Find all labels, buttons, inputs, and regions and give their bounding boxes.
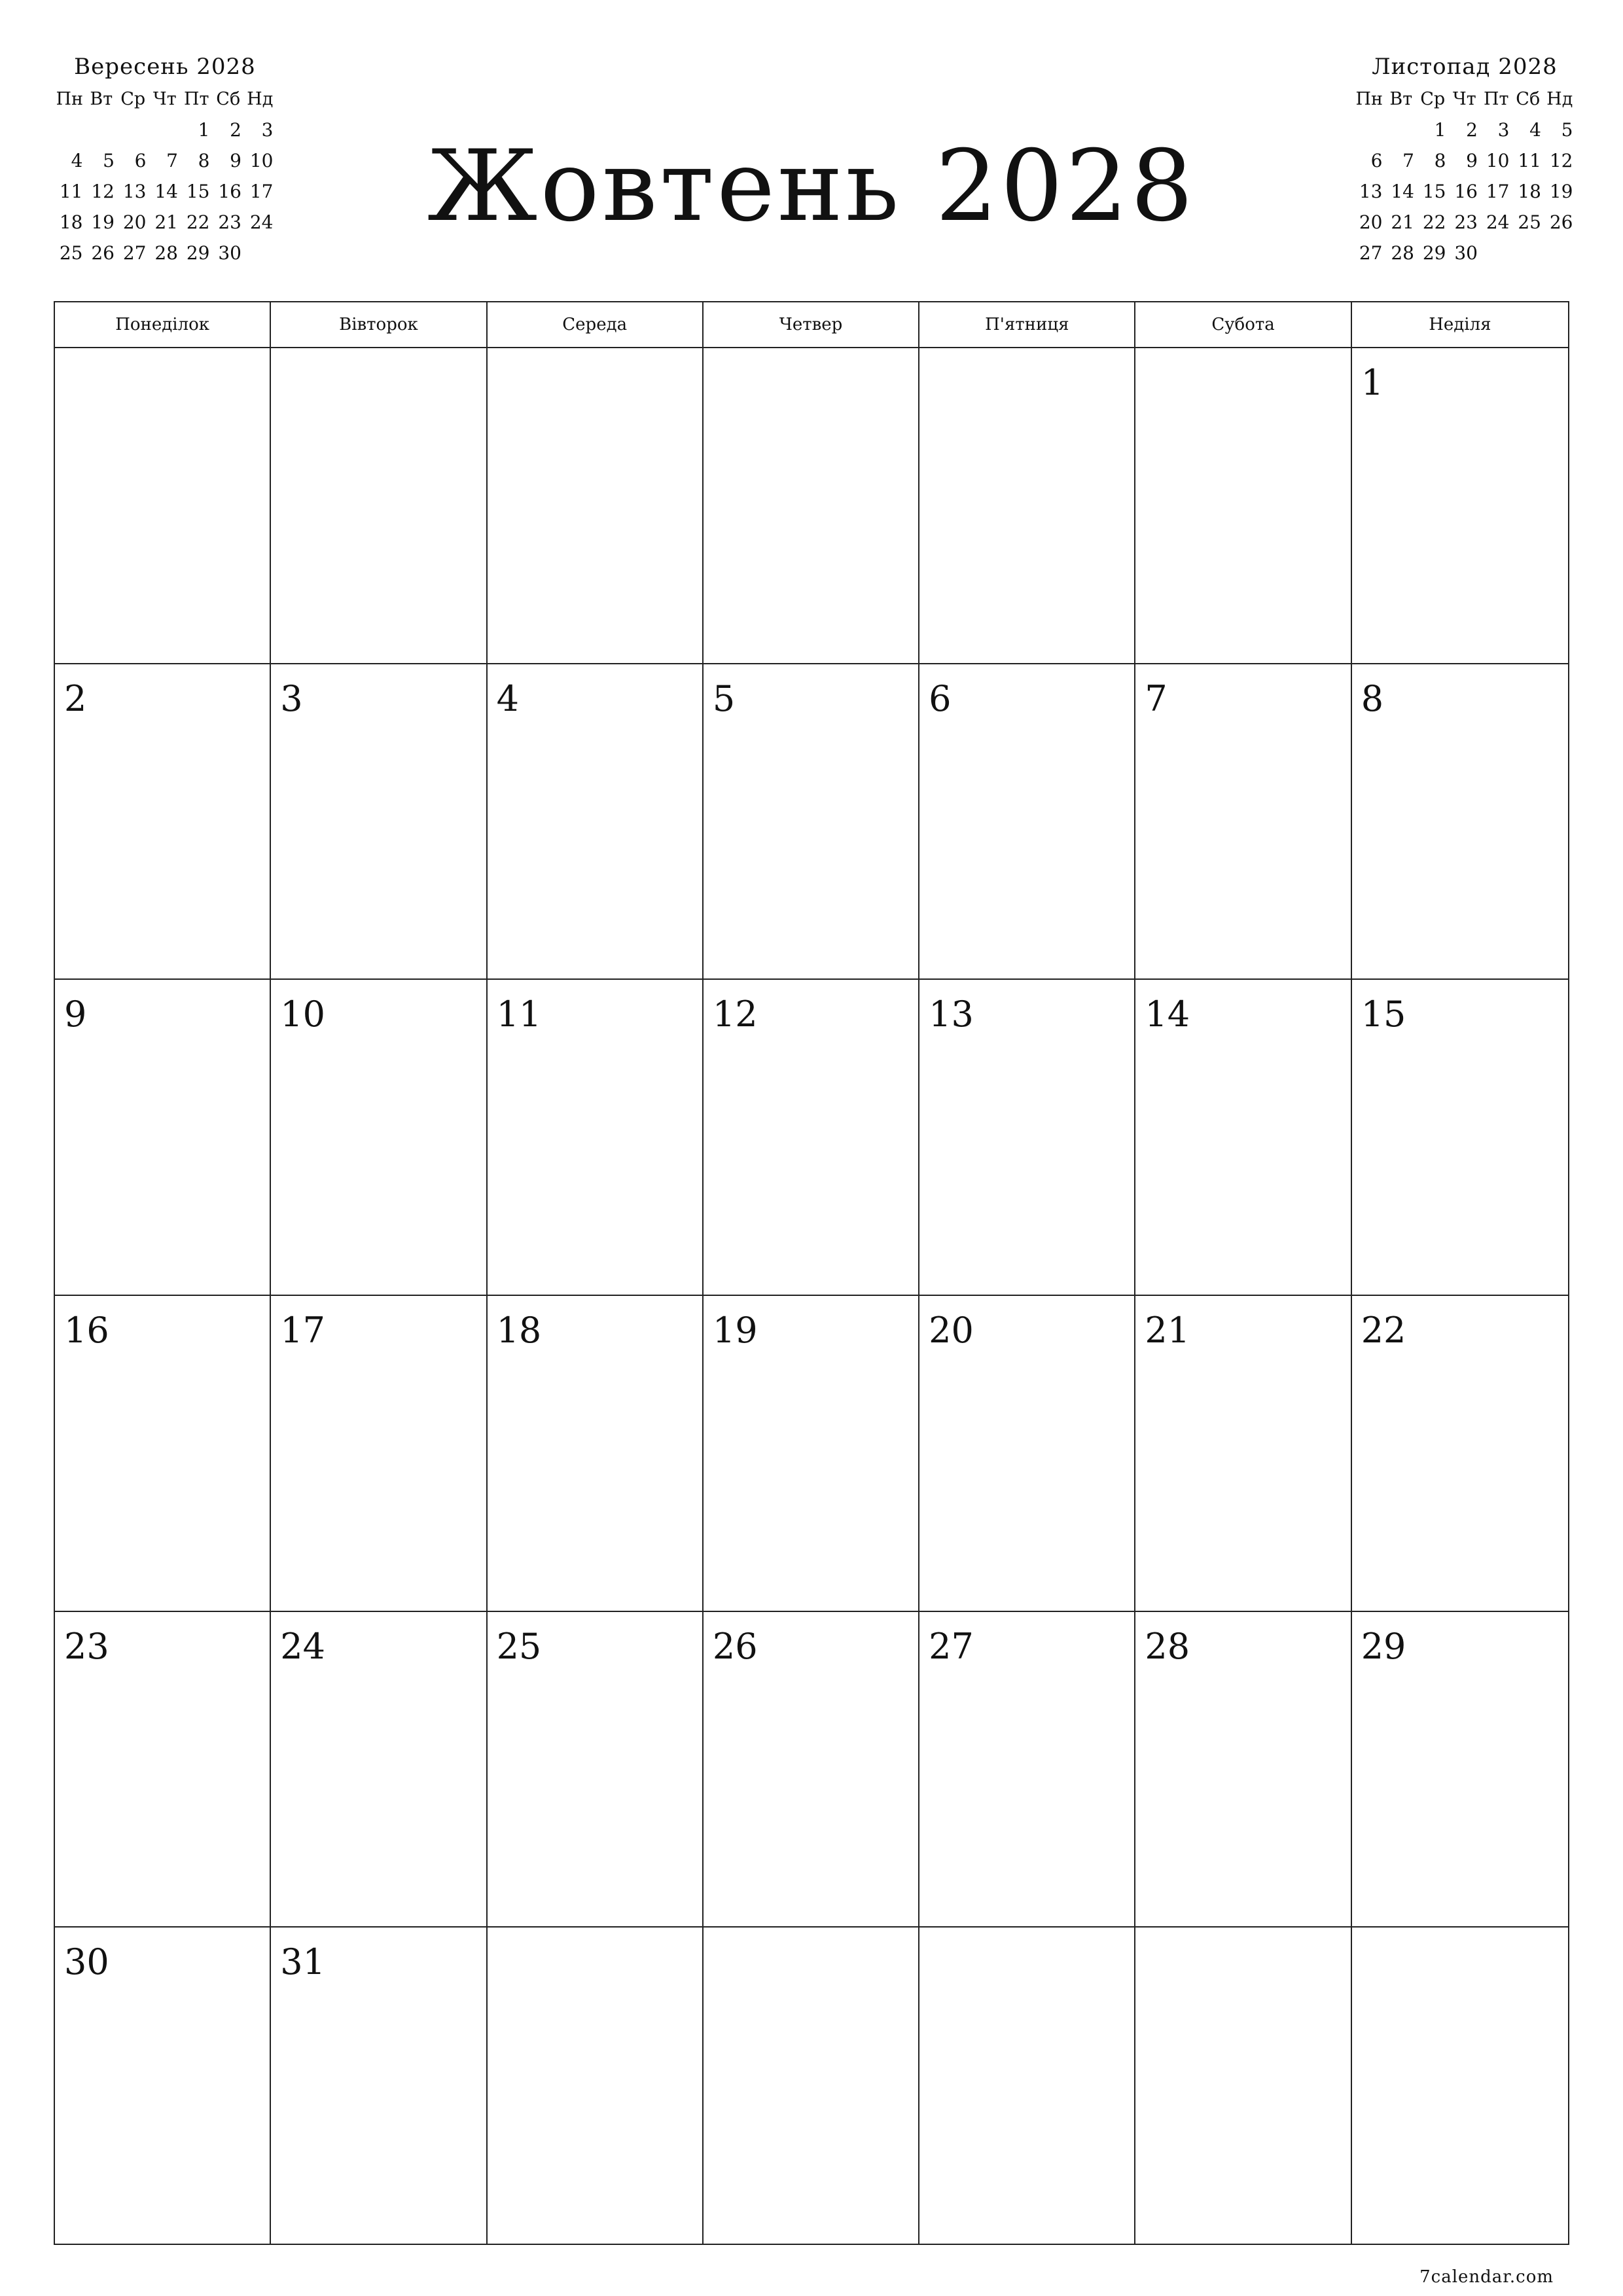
day-number: 12 xyxy=(712,994,758,1035)
day-number: 23 xyxy=(64,1625,109,1667)
day-number: 9 xyxy=(64,994,87,1035)
mini-day: 9 xyxy=(230,150,241,171)
mini-day: 22 xyxy=(1422,211,1446,233)
empty-day-cell[interactable] xyxy=(1135,348,1351,664)
mini-weekday-label: Вт xyxy=(1389,89,1413,109)
empty-day-cell[interactable] xyxy=(1135,1928,1351,2244)
day-cell[interactable] xyxy=(1352,1296,1568,1612)
weekday-header: Вівторок xyxy=(271,302,487,348)
day-cell[interactable] xyxy=(919,1296,1135,1612)
day-cell[interactable] xyxy=(919,664,1135,980)
month-grid xyxy=(54,301,1569,2245)
weekday-header: П'ятниця xyxy=(919,302,1135,348)
day-number: 31 xyxy=(280,1941,325,1983)
mini-day: 16 xyxy=(1454,181,1478,202)
day-cell[interactable] xyxy=(1135,664,1351,980)
mini-day: 18 xyxy=(59,211,83,233)
day-number: 16 xyxy=(64,1309,109,1351)
day-number: 17 xyxy=(280,1309,325,1351)
mini-day: 13 xyxy=(122,181,147,202)
empty-day-cell[interactable] xyxy=(55,348,271,664)
empty-day-cell[interactable] xyxy=(271,348,487,664)
day-cell[interactable] xyxy=(55,1296,271,1612)
mini-day: 6 xyxy=(1370,150,1383,171)
day-cell[interactable] xyxy=(271,980,487,1296)
mini-day: 5 xyxy=(103,150,115,171)
mini-day: 18 xyxy=(1518,181,1541,202)
mini-day: 8 xyxy=(1434,150,1446,171)
day-number: 22 xyxy=(1361,1309,1406,1351)
mini-day: 21 xyxy=(154,211,178,233)
mini-day: 15 xyxy=(186,181,210,202)
mini-day: 24 xyxy=(249,211,274,233)
mini-day: 30 xyxy=(218,242,241,264)
day-cell[interactable] xyxy=(1352,348,1568,664)
mini-day: 14 xyxy=(1391,181,1414,202)
day-cell[interactable] xyxy=(271,664,487,980)
mini-day: 4 xyxy=(71,150,83,171)
mini-day: 26 xyxy=(91,242,115,264)
mini-day: 9 xyxy=(1466,150,1478,171)
day-number: 13 xyxy=(929,994,974,1035)
day-number: 30 xyxy=(64,1941,109,1983)
mini-day: 8 xyxy=(198,150,210,171)
mini-weekday-label: Сб xyxy=(1516,89,1541,109)
mini-day: 3 xyxy=(261,119,274,141)
day-number: 14 xyxy=(1145,994,1190,1035)
day-number: 6 xyxy=(929,677,952,719)
mini-day: 29 xyxy=(186,242,210,264)
weekday-header: Середа xyxy=(488,302,704,348)
mini-day: 23 xyxy=(218,211,241,233)
mini-calendar-title: Вересень 2028 xyxy=(74,54,256,80)
mini-day: 20 xyxy=(1359,211,1383,233)
mini-day: 21 xyxy=(1391,211,1414,233)
mini-day: 19 xyxy=(1549,181,1573,202)
day-cell[interactable] xyxy=(488,664,704,980)
day-number: 11 xyxy=(496,994,542,1035)
mini-day: 10 xyxy=(1486,150,1510,171)
mini-day: 2 xyxy=(230,119,241,141)
day-number: 3 xyxy=(280,677,303,719)
mini-empty-day xyxy=(244,238,276,268)
day-cell[interactable] xyxy=(704,1612,919,1928)
mini-weekday-label: Пн xyxy=(56,89,84,109)
mini-day: 28 xyxy=(154,242,178,264)
day-cell[interactable] xyxy=(919,1612,1135,1928)
mini-day: 25 xyxy=(1518,211,1541,233)
mini-day: 12 xyxy=(91,181,115,202)
mini-day: 15 xyxy=(1422,181,1446,202)
mini-day: 1 xyxy=(1434,119,1446,141)
day-number: 15 xyxy=(1361,994,1406,1035)
day-cell[interactable] xyxy=(1352,1612,1568,1928)
mini-day: 25 xyxy=(59,242,83,264)
mini-day: 24 xyxy=(1486,211,1510,233)
weekday-header: Понеділок xyxy=(55,302,271,348)
mini-empty-day xyxy=(1385,115,1418,145)
mini-day: 17 xyxy=(249,181,274,202)
mini-day: 4 xyxy=(1529,119,1541,141)
mini-day: 2 xyxy=(1466,119,1478,141)
mini-weekday-label: Пт xyxy=(1484,89,1509,109)
day-number: 26 xyxy=(712,1625,758,1667)
day-cell[interactable] xyxy=(55,664,271,980)
mini-empty-day xyxy=(1480,238,1512,268)
site-credit: 7calendar.com xyxy=(1419,2267,1554,2287)
mini-empty-day xyxy=(1544,238,1576,268)
day-cell[interactable] xyxy=(271,1928,487,2244)
empty-day-cell[interactable] xyxy=(488,1928,704,2244)
mini-weekday-label: Нд xyxy=(247,89,274,109)
day-number: 18 xyxy=(496,1309,542,1351)
day-number: 19 xyxy=(712,1309,758,1351)
mini-day: 10 xyxy=(249,150,274,171)
mini-weekday-label: Сб xyxy=(216,89,241,109)
mini-weekday-label: Пн xyxy=(1355,89,1383,109)
mini-day: 20 xyxy=(122,211,147,233)
day-number: 29 xyxy=(1361,1625,1406,1667)
mini-weekday-label: Вт xyxy=(90,89,113,109)
day-number: 24 xyxy=(280,1625,325,1667)
day-cell[interactable] xyxy=(271,1296,487,1612)
empty-day-cell[interactable] xyxy=(704,1928,919,2244)
day-number: 10 xyxy=(280,994,325,1035)
mini-day: 13 xyxy=(1359,181,1383,202)
mini-weekday-label: Чт xyxy=(1452,89,1476,109)
empty-day-cell[interactable] xyxy=(919,348,1135,664)
mini-day: 22 xyxy=(186,211,210,233)
weekday-header: Четвер xyxy=(704,302,919,348)
calendar-header xyxy=(0,0,1623,301)
day-number: 25 xyxy=(496,1625,542,1667)
empty-day-cell[interactable] xyxy=(1352,1928,1568,2244)
day-number: 20 xyxy=(929,1309,974,1351)
empty-day-cell[interactable] xyxy=(704,348,919,664)
mini-day: 14 xyxy=(154,181,178,202)
day-cell[interactable] xyxy=(488,980,704,1296)
day-number: 27 xyxy=(929,1625,974,1667)
mini-day: 19 xyxy=(91,211,115,233)
mini-day: 16 xyxy=(218,181,241,202)
day-cell[interactable] xyxy=(1352,980,1568,1296)
day-number: 8 xyxy=(1361,677,1384,719)
weekday-header: Субота xyxy=(1135,302,1351,348)
day-cell[interactable] xyxy=(488,1296,704,1612)
day-cell[interactable] xyxy=(55,1612,271,1928)
day-number: 7 xyxy=(1145,677,1168,719)
day-cell[interactable] xyxy=(488,1612,704,1928)
mini-day: 6 xyxy=(134,150,147,171)
mini-day: 1 xyxy=(198,119,210,141)
mini-day: 7 xyxy=(166,150,178,171)
mini-calendar-title: Листопад 2028 xyxy=(1372,54,1558,80)
mini-calendar-grid xyxy=(1353,84,1576,268)
mini-day: 30 xyxy=(1454,242,1478,264)
day-number: 28 xyxy=(1145,1625,1190,1667)
mini-day: 26 xyxy=(1549,211,1573,233)
weekday-header: Неділя xyxy=(1352,302,1568,348)
mini-weekday-label: Чт xyxy=(152,89,177,109)
mini-empty-day xyxy=(1512,238,1544,268)
day-number: 1 xyxy=(1361,362,1384,403)
mini-day: 5 xyxy=(1561,119,1573,141)
mini-day: 29 xyxy=(1422,242,1446,264)
day-cell[interactable] xyxy=(271,1612,487,1928)
day-cell[interactable] xyxy=(1352,664,1568,980)
page-title: Жовтень 2028 xyxy=(427,130,1196,243)
day-cell[interactable] xyxy=(1135,1296,1351,1612)
day-number: 4 xyxy=(496,677,519,719)
mini-day: 3 xyxy=(1497,119,1510,141)
day-number: 2 xyxy=(64,677,87,719)
mini-day: 28 xyxy=(1391,242,1414,264)
mini-day: 12 xyxy=(1549,150,1573,171)
mini-day: 11 xyxy=(59,181,83,202)
day-cell[interactable] xyxy=(704,980,919,1296)
day-number: 5 xyxy=(712,677,736,719)
day-cell[interactable] xyxy=(704,1296,919,1612)
mini-weekday-label: Ср xyxy=(1420,89,1446,109)
day-cell[interactable] xyxy=(1135,980,1351,1296)
mini-day: 11 xyxy=(1518,150,1541,171)
day-number: 21 xyxy=(1145,1309,1190,1351)
mini-day: 7 xyxy=(1402,150,1414,171)
mini-weekday-label: Нд xyxy=(1546,89,1573,109)
day-cell[interactable] xyxy=(55,980,271,1296)
day-cell[interactable] xyxy=(919,980,1135,1296)
empty-day-cell[interactable] xyxy=(919,1928,1135,2244)
mini-weekday-label: Пт xyxy=(184,89,209,109)
mini-day: 27 xyxy=(122,242,147,264)
mini-day: 23 xyxy=(1454,211,1478,233)
mini-empty-day xyxy=(1353,115,1385,145)
mini-weekday-label: Ср xyxy=(120,89,146,109)
day-cell[interactable] xyxy=(1135,1612,1351,1928)
empty-day-cell[interactable] xyxy=(488,348,704,664)
day-cell[interactable] xyxy=(55,1928,271,2244)
day-cell[interactable] xyxy=(704,664,919,980)
mini-day: 17 xyxy=(1486,181,1510,202)
mini-day: 27 xyxy=(1359,242,1383,264)
mini-calendar-next-month xyxy=(1353,52,1576,268)
